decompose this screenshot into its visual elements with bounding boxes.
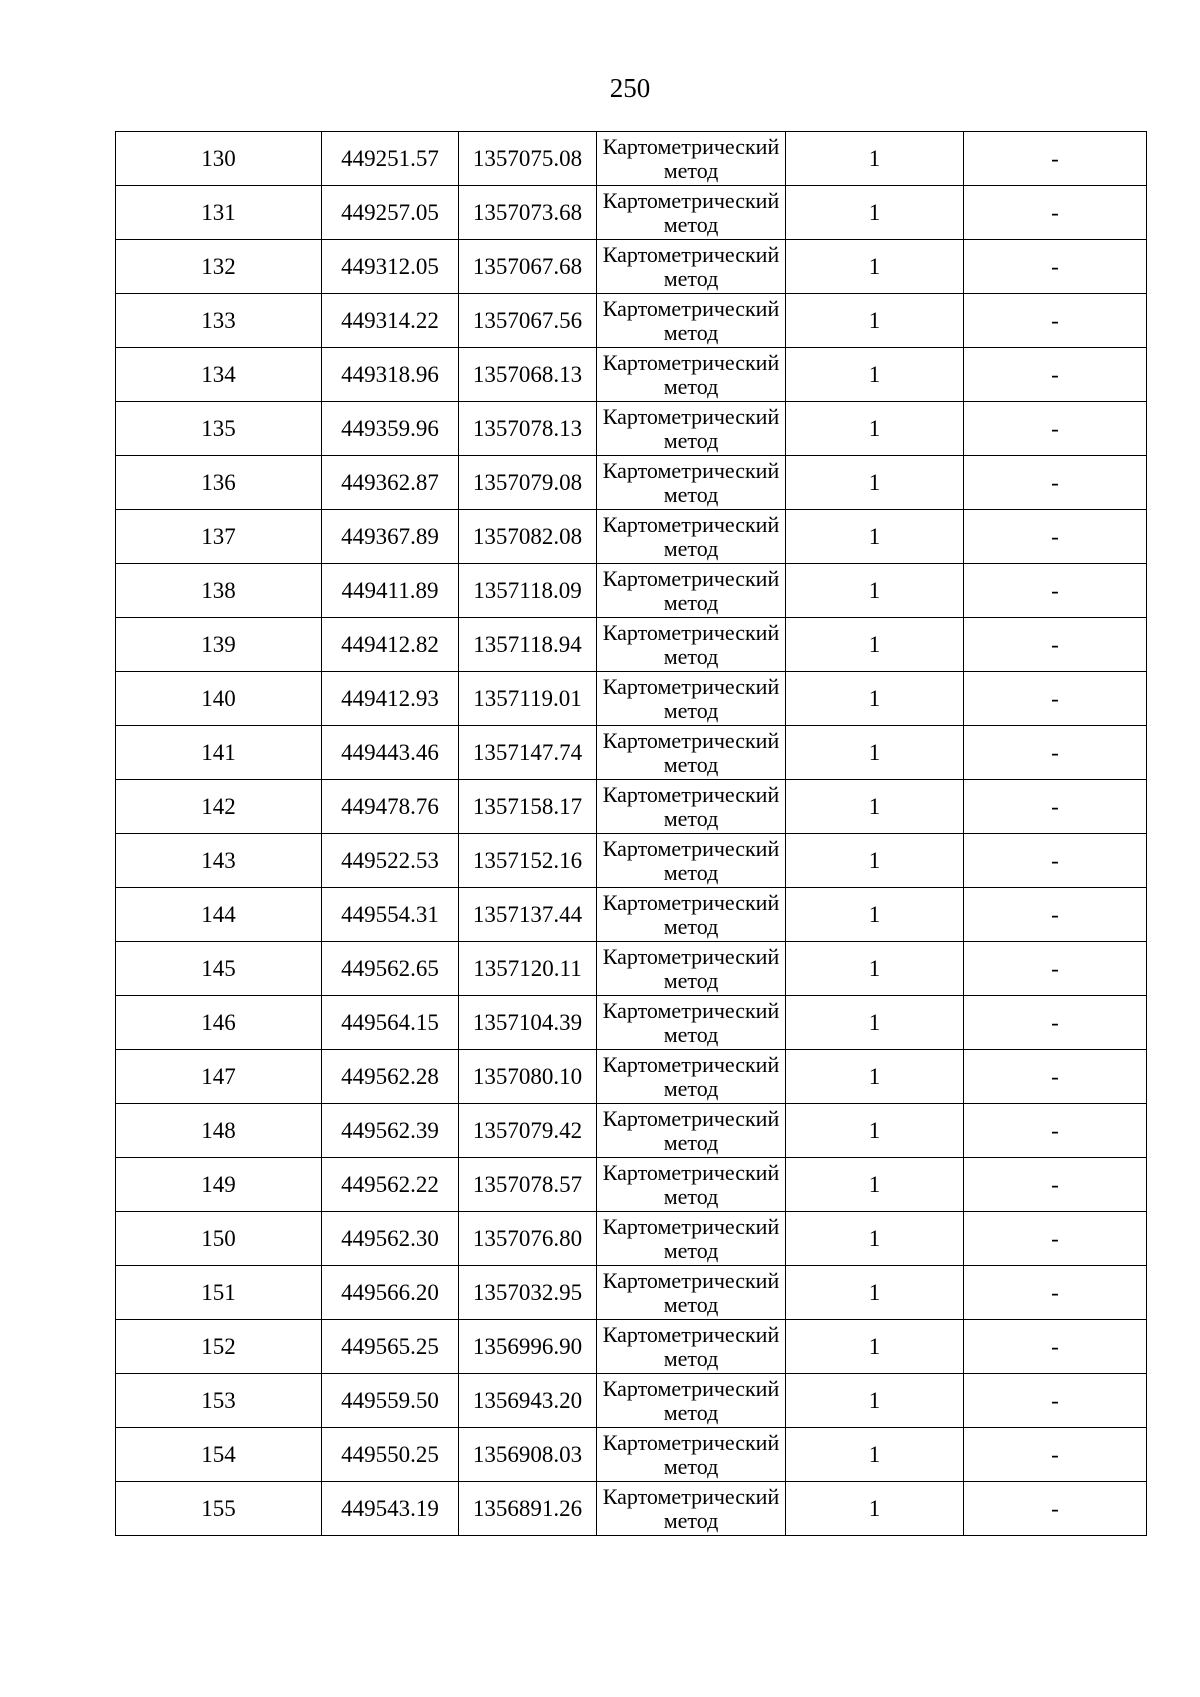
accuracy-cell: 1 <box>786 456 964 510</box>
method-text: Картометрический метод <box>602 997 780 1047</box>
point-number-cell: 136 <box>116 456 322 510</box>
method-cell <box>597 1374 786 1428</box>
y-coordinate-cell: 1357080.10 <box>459 1050 597 1104</box>
table-row <box>116 1158 1147 1212</box>
table-row <box>116 1374 1147 1428</box>
method-text: Картометрический метод <box>602 727 780 777</box>
table-row <box>116 132 1147 186</box>
note-cell: - <box>964 1482 1147 1536</box>
x-coordinate-cell: 449554.31 <box>322 888 459 942</box>
table-row <box>116 1104 1147 1158</box>
table-row <box>116 1428 1147 1482</box>
note-cell: - <box>964 240 1147 294</box>
accuracy-cell: 1 <box>786 672 964 726</box>
y-coordinate-cell: 1357067.68 <box>459 240 597 294</box>
y-coordinate-cell: 1357032.95 <box>459 1266 597 1320</box>
table-row <box>116 1212 1147 1266</box>
accuracy-cell: 1 <box>786 1050 964 1104</box>
y-coordinate-cell: 1357078.13 <box>459 402 597 456</box>
method-text: Картометрический метод <box>602 1105 780 1155</box>
method-cell <box>597 1320 786 1374</box>
table-row <box>116 348 1147 402</box>
method-cell <box>597 1158 786 1212</box>
accuracy-cell: 1 <box>786 1104 964 1158</box>
method-text: Картометрический метод <box>602 295 780 345</box>
method-text: Картометрический метод <box>602 889 780 939</box>
method-text: Картометрический метод <box>602 457 780 507</box>
method-cell <box>597 348 786 402</box>
accuracy-cell: 1 <box>786 1374 964 1428</box>
point-number-cell: 139 <box>116 618 322 672</box>
accuracy-cell: 1 <box>786 348 964 402</box>
accuracy-cell: 1 <box>786 1428 964 1482</box>
method-cell <box>597 510 786 564</box>
note-cell: - <box>964 726 1147 780</box>
point-number-cell: 132 <box>116 240 322 294</box>
y-coordinate-cell: 1357120.11 <box>459 942 597 996</box>
method-text: Картометрический метод <box>602 835 780 885</box>
note-cell: - <box>964 888 1147 942</box>
note-cell: - <box>964 510 1147 564</box>
method-cell <box>597 780 786 834</box>
method-cell <box>597 672 786 726</box>
note-cell: - <box>964 1212 1147 1266</box>
y-coordinate-cell: 1357118.94 <box>459 618 597 672</box>
y-coordinate-cell: 1357079.42 <box>459 1104 597 1158</box>
method-text: Картометрический метод <box>602 241 780 291</box>
note-cell: - <box>964 564 1147 618</box>
accuracy-cell: 1 <box>786 132 964 186</box>
accuracy-cell: 1 <box>786 1482 964 1536</box>
method-cell <box>597 456 786 510</box>
table-row <box>116 672 1147 726</box>
note-cell: - <box>964 186 1147 240</box>
y-coordinate-cell: 1357068.13 <box>459 348 597 402</box>
method-cell <box>597 726 786 780</box>
method-text: Картометрический метод <box>602 403 780 453</box>
x-coordinate-cell: 449564.15 <box>322 996 459 1050</box>
point-number-cell: 155 <box>116 1482 322 1536</box>
y-coordinate-cell: 1357075.08 <box>459 132 597 186</box>
x-coordinate-cell: 449362.87 <box>322 456 459 510</box>
table-row <box>116 564 1147 618</box>
y-coordinate-cell: 1356996.90 <box>459 1320 597 1374</box>
note-cell: - <box>964 294 1147 348</box>
accuracy-cell: 1 <box>786 510 964 564</box>
table-row <box>116 780 1147 834</box>
note-cell: - <box>964 1158 1147 1212</box>
x-coordinate-cell: 449257.05 <box>322 186 459 240</box>
note-cell: - <box>964 1266 1147 1320</box>
y-coordinate-cell: 1357076.80 <box>459 1212 597 1266</box>
x-coordinate-cell: 449411.89 <box>322 564 459 618</box>
method-cell <box>597 240 786 294</box>
table-row <box>116 456 1147 510</box>
accuracy-cell: 1 <box>786 942 964 996</box>
note-cell: - <box>964 402 1147 456</box>
point-number-cell: 148 <box>116 1104 322 1158</box>
note-cell: - <box>964 618 1147 672</box>
y-coordinate-cell: 1357104.39 <box>459 996 597 1050</box>
point-number-cell: 138 <box>116 564 322 618</box>
method-cell <box>597 132 786 186</box>
table-row <box>116 618 1147 672</box>
y-coordinate-cell: 1357073.68 <box>459 186 597 240</box>
y-coordinate-cell: 1357147.74 <box>459 726 597 780</box>
accuracy-cell: 1 <box>786 564 964 618</box>
point-number-cell: 143 <box>116 834 322 888</box>
accuracy-cell: 1 <box>786 618 964 672</box>
method-cell <box>597 1104 786 1158</box>
point-number-cell: 131 <box>116 186 322 240</box>
y-coordinate-cell: 1357082.08 <box>459 510 597 564</box>
x-coordinate-cell: 449562.39 <box>322 1104 459 1158</box>
note-cell: - <box>964 1320 1147 1374</box>
method-text: Картометрический метод <box>602 565 780 615</box>
table-row <box>116 186 1147 240</box>
method-text: Картометрический метод <box>602 1159 780 1209</box>
coordinates-table <box>115 131 1147 1536</box>
y-coordinate-cell: 1357079.08 <box>459 456 597 510</box>
point-number-cell: 153 <box>116 1374 322 1428</box>
y-coordinate-cell: 1357119.01 <box>459 672 597 726</box>
method-cell <box>597 1212 786 1266</box>
point-number-cell: 151 <box>116 1266 322 1320</box>
accuracy-cell: 1 <box>786 996 964 1050</box>
accuracy-cell: 1 <box>786 240 964 294</box>
accuracy-cell: 1 <box>786 1266 964 1320</box>
x-coordinate-cell: 449559.50 <box>322 1374 459 1428</box>
method-text: Картометрический метод <box>602 133 780 183</box>
table-row <box>116 942 1147 996</box>
method-text: Картометрический метод <box>602 187 780 237</box>
method-cell <box>597 564 786 618</box>
x-coordinate-cell: 449565.25 <box>322 1320 459 1374</box>
y-coordinate-cell: 1356943.20 <box>459 1374 597 1428</box>
note-cell: - <box>964 672 1147 726</box>
method-cell <box>597 1266 786 1320</box>
method-cell <box>597 1428 786 1482</box>
x-coordinate-cell: 449562.65 <box>322 942 459 996</box>
method-text: Картометрический метод <box>602 673 780 723</box>
x-coordinate-cell: 449522.53 <box>322 834 459 888</box>
accuracy-cell: 1 <box>786 1320 964 1374</box>
accuracy-cell: 1 <box>786 1212 964 1266</box>
x-coordinate-cell: 449314.22 <box>322 294 459 348</box>
point-number-cell: 144 <box>116 888 322 942</box>
note-cell: - <box>964 132 1147 186</box>
point-number-cell: 150 <box>116 1212 322 1266</box>
accuracy-cell: 1 <box>786 294 964 348</box>
table-row <box>116 240 1147 294</box>
table-row <box>116 996 1147 1050</box>
x-coordinate-cell: 449562.28 <box>322 1050 459 1104</box>
table-row <box>116 510 1147 564</box>
y-coordinate-cell: 1357078.57 <box>459 1158 597 1212</box>
method-cell <box>597 1050 786 1104</box>
point-number-cell: 133 <box>116 294 322 348</box>
point-number-cell: 137 <box>116 510 322 564</box>
table-row <box>116 726 1147 780</box>
x-coordinate-cell: 449562.22 <box>322 1158 459 1212</box>
method-text: Картометрический метод <box>602 1375 780 1425</box>
x-coordinate-cell: 449318.96 <box>322 348 459 402</box>
point-number-cell: 135 <box>116 402 322 456</box>
y-coordinate-cell: 1357158.17 <box>459 780 597 834</box>
x-coordinate-cell: 449550.25 <box>322 1428 459 1482</box>
method-text: Картометрический метод <box>602 1429 780 1479</box>
accuracy-cell: 1 <box>786 780 964 834</box>
note-cell: - <box>964 1428 1147 1482</box>
method-text: Картометрический метод <box>602 943 780 993</box>
point-number-cell: 134 <box>116 348 322 402</box>
x-coordinate-cell: 449251.57 <box>322 132 459 186</box>
note-cell: - <box>964 1104 1147 1158</box>
method-text: Картометрический метод <box>602 511 780 561</box>
point-number-cell: 140 <box>116 672 322 726</box>
accuracy-cell: 1 <box>786 726 964 780</box>
method-cell <box>597 618 786 672</box>
table-row <box>116 1050 1147 1104</box>
table-row <box>116 402 1147 456</box>
point-number-cell: 130 <box>116 132 322 186</box>
x-coordinate-cell: 449412.93 <box>322 672 459 726</box>
point-number-cell: 152 <box>116 1320 322 1374</box>
x-coordinate-cell: 449566.20 <box>322 1266 459 1320</box>
table-row <box>116 1482 1147 1536</box>
point-number-cell: 147 <box>116 1050 322 1104</box>
page-number: 250 <box>609 73 651 103</box>
method-text: Картометрический метод <box>602 1483 780 1533</box>
note-cell: - <box>964 834 1147 888</box>
table-row <box>116 888 1147 942</box>
method-cell <box>597 1482 786 1536</box>
method-text: Картометрический метод <box>602 1051 780 1101</box>
x-coordinate-cell: 449443.46 <box>322 726 459 780</box>
note-cell: - <box>964 1050 1147 1104</box>
point-number-cell: 141 <box>116 726 322 780</box>
note-cell: - <box>964 996 1147 1050</box>
method-text: Картометрический метод <box>602 1321 780 1371</box>
method-cell <box>597 888 786 942</box>
y-coordinate-cell: 1357152.16 <box>459 834 597 888</box>
x-coordinate-cell: 449562.30 <box>322 1212 459 1266</box>
point-number-cell: 149 <box>116 1158 322 1212</box>
note-cell: - <box>964 456 1147 510</box>
method-text: Картометрический метод <box>602 619 780 669</box>
method-text: Картометрический метод <box>602 1213 780 1263</box>
x-coordinate-cell: 449478.76 <box>322 780 459 834</box>
accuracy-cell: 1 <box>786 186 964 240</box>
method-cell <box>597 996 786 1050</box>
point-number-cell: 142 <box>116 780 322 834</box>
note-cell: - <box>964 1374 1147 1428</box>
table-row <box>116 1320 1147 1374</box>
table-row <box>116 294 1147 348</box>
y-coordinate-cell: 1356908.03 <box>459 1428 597 1482</box>
note-cell: - <box>964 780 1147 834</box>
x-coordinate-cell: 449412.82 <box>322 618 459 672</box>
note-cell: - <box>964 942 1147 996</box>
y-coordinate-cell: 1356891.26 <box>459 1482 597 1536</box>
method-cell <box>597 186 786 240</box>
method-text: Картометрический метод <box>602 349 780 399</box>
accuracy-cell: 1 <box>786 888 964 942</box>
x-coordinate-cell: 449543.19 <box>322 1482 459 1536</box>
method-text: Картометрический метод <box>602 781 780 831</box>
x-coordinate-cell: 449312.05 <box>322 240 459 294</box>
x-coordinate-cell: 449359.96 <box>322 402 459 456</box>
table-row <box>116 834 1147 888</box>
y-coordinate-cell: 1357137.44 <box>459 888 597 942</box>
method-cell <box>597 402 786 456</box>
method-cell <box>597 834 786 888</box>
method-cell <box>597 294 786 348</box>
accuracy-cell: 1 <box>786 1158 964 1212</box>
method-text: Картометрический метод <box>602 1267 780 1317</box>
method-cell <box>597 942 786 996</box>
point-number-cell: 145 <box>116 942 322 996</box>
point-number-cell: 154 <box>116 1428 322 1482</box>
note-cell: - <box>964 348 1147 402</box>
accuracy-cell: 1 <box>786 834 964 888</box>
accuracy-cell: 1 <box>786 402 964 456</box>
x-coordinate-cell: 449367.89 <box>322 510 459 564</box>
table-row <box>116 1266 1147 1320</box>
y-coordinate-cell: 1357118.09 <box>459 564 597 618</box>
y-coordinate-cell: 1357067.56 <box>459 294 597 348</box>
coordinates-table-body <box>116 132 1147 1536</box>
point-number-cell: 146 <box>116 996 322 1050</box>
